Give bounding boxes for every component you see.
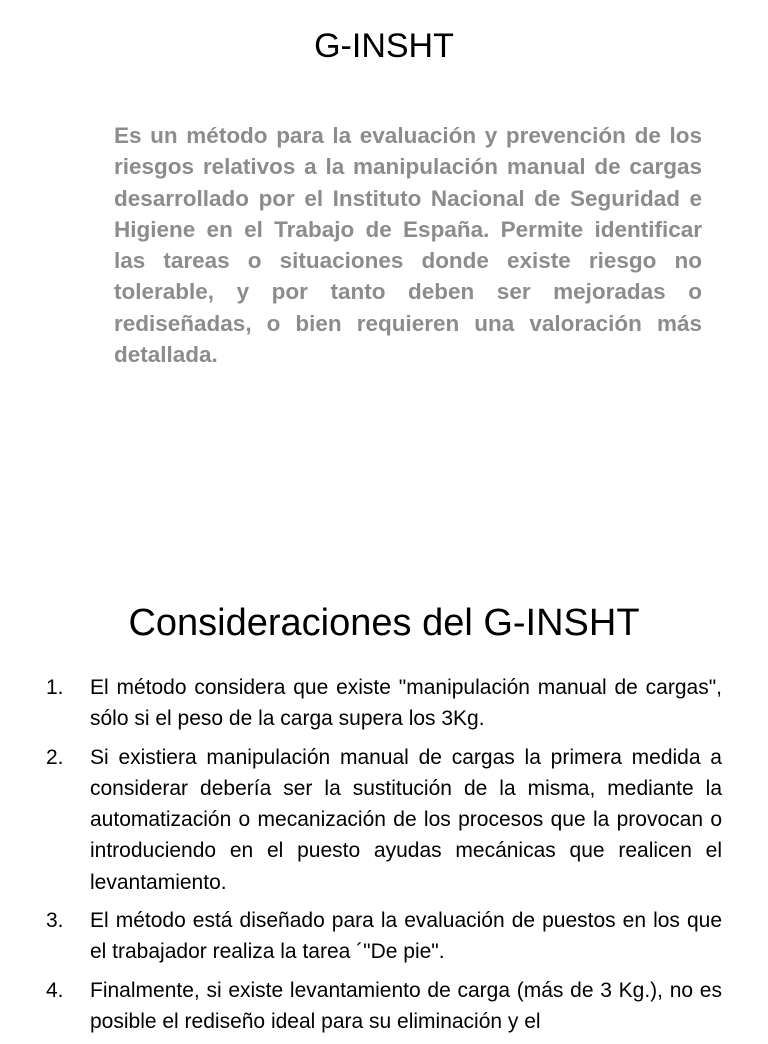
list-item-text: Finalmente, si existe levantamiento de carga (más de 3 Kg.), no es posible el rediseño ideal para su eliminación y el [90, 978, 722, 1033]
list-item-text: Si existiera manipulación manual de cargas la primera medida a considerar debería ser la sustitución de la misma, mediante la automatización o mecanización de los procesos que la provocan o introduciendo en el puesto ayudas mecánicas que realicen el levantamiento. [90, 745, 722, 894]
slide-title: G-INSHT [314, 27, 454, 65]
list-item-number: 2. [46, 745, 64, 769]
list-item-number: 1. [46, 676, 64, 699]
list-item-text: El método está diseñado para la evaluación de puestos en los que el trabajador realiza la tarea ´"De pie". [90, 909, 722, 964]
slide-considerations [0, 560, 768, 1033]
list-item [0, 742, 768, 898]
list-item [0, 905, 768, 968]
list-item-number: 3. [46, 909, 64, 933]
considerations-title: Consideraciones del G-INSHT [128, 602, 640, 644]
method-description: Es un método para la evaluación y prevención de los riesgos relativos a la manipulación manual de cargas desarrollado por el Instituto Nacional de Seguridad e Higiene en el Trabajo de España. Permite identificar las tareas o situaciones donde existe riesgo no tolerable, y por tanto deben ser mejoradas o rediseñadas, o bien requieren una valoración más detallada. [114, 123, 702, 368]
list-item [0, 975, 768, 1038]
list-item-number: 4. [46, 978, 64, 1002]
list-item [0, 672, 768, 735]
considerations-list [0, 672, 768, 1044]
list-item-text: El método considera que existe "manipulación manual de cargas", sólo si el peso de la carga supera los 3Kg. [90, 676, 722, 731]
